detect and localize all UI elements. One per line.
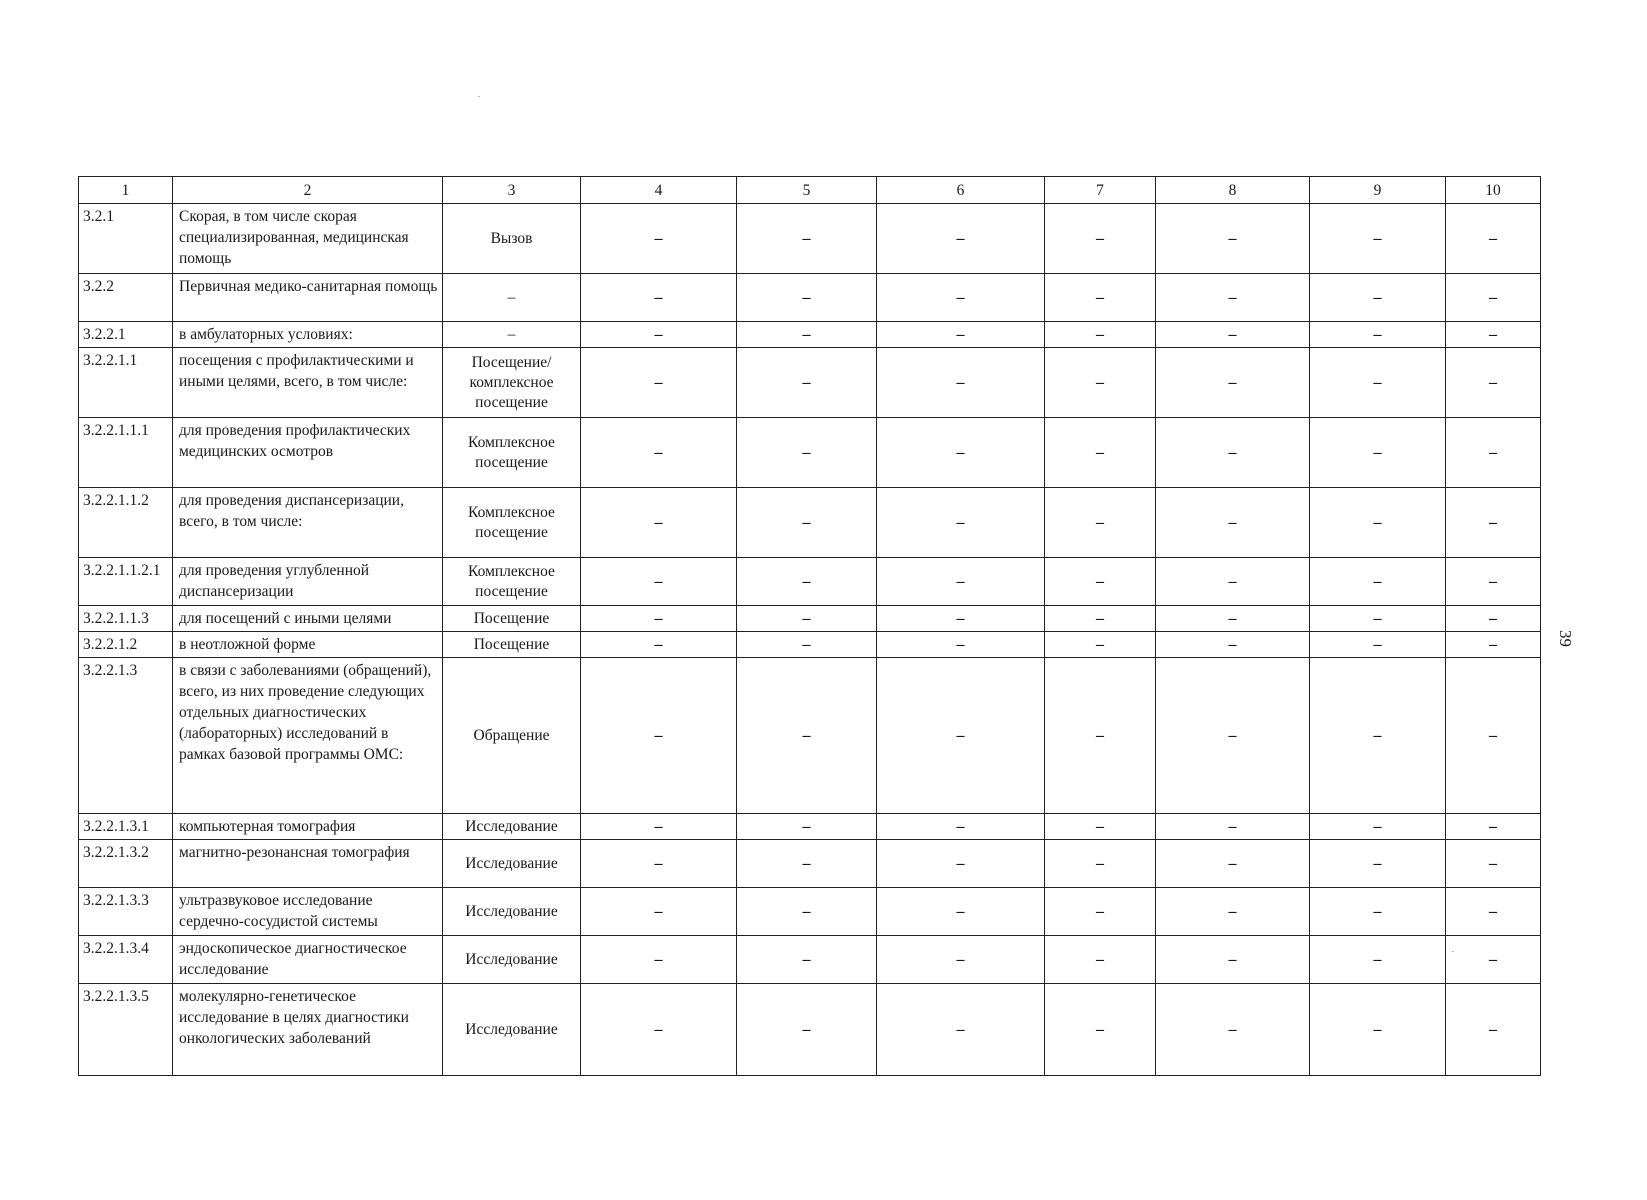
value-cell: – (581, 984, 737, 1076)
column-header: 4 (581, 177, 737, 204)
value-cell: – (877, 840, 1045, 888)
column-header: 9 (1310, 177, 1446, 204)
row-number: 3.2.2.1.1.3 (79, 606, 173, 632)
value-cell: – (1310, 840, 1446, 888)
value-cell: – (1156, 936, 1310, 984)
value-cell: – (1156, 418, 1310, 488)
row-number: 3.2.2.1.1 (79, 348, 173, 418)
row-number: 3.2.2.1.3.1 (79, 814, 173, 840)
row-unit: Комплексное посещение (443, 418, 581, 488)
row-number: 3.2.2.1 (79, 322, 173, 348)
column-header: 7 (1045, 177, 1156, 204)
value-cell: – (1045, 418, 1156, 488)
row-number: 3.2.2.1.3.3 (79, 888, 173, 936)
value-cell: – (737, 606, 877, 632)
value-cell: – (877, 936, 1045, 984)
value-cell: – (1045, 274, 1156, 322)
row-unit: Исследование (443, 814, 581, 840)
row-number: 3.2.2.1.1.1 (79, 418, 173, 488)
row-name: для проведения профилактических медицинских осмотров (173, 418, 443, 488)
row-unit: Посещение/ комплексное посещение (443, 348, 581, 418)
value-cell: – (1045, 814, 1156, 840)
table-row (79, 418, 1541, 488)
table-row (79, 274, 1541, 322)
table-row (79, 658, 1541, 814)
row-unit: Посещение (443, 632, 581, 658)
row-name: для проведения углубленной диспансеризации (173, 558, 443, 606)
value-cell: – (581, 658, 737, 814)
table-row (79, 606, 1541, 632)
column-header: 3 (443, 177, 581, 204)
value-cell: – (1446, 814, 1541, 840)
table-row (79, 888, 1541, 936)
value-cell: – (1310, 984, 1446, 1076)
value-cell: – (1045, 322, 1156, 348)
value-cell: – (1310, 558, 1446, 606)
value-cell: – (1446, 418, 1541, 488)
value-cell: – (1310, 418, 1446, 488)
table-row (79, 322, 1541, 348)
row-unit: Исследование (443, 840, 581, 888)
column-header: 6 (877, 177, 1045, 204)
value-cell: – (737, 274, 877, 322)
table-row (79, 204, 1541, 274)
table-row (79, 814, 1541, 840)
scan-speck (1452, 951, 1454, 952)
row-unit: – (443, 322, 581, 348)
value-cell: – (737, 632, 877, 658)
row-name: для посещений с иными целями (173, 606, 443, 632)
value-cell: – (1045, 348, 1156, 418)
value-cell: – (1156, 888, 1310, 936)
value-cell: – (581, 632, 737, 658)
table-row (79, 984, 1541, 1076)
column-header: 2 (173, 177, 443, 204)
value-cell: – (737, 658, 877, 814)
value-cell: – (1310, 888, 1446, 936)
value-cell: – (737, 888, 877, 936)
value-cell: – (1045, 606, 1156, 632)
value-cell: – (737, 558, 877, 606)
table-row (79, 558, 1541, 606)
value-cell: – (581, 418, 737, 488)
row-unit: Комплексное посещение (443, 558, 581, 606)
value-cell: – (737, 322, 877, 348)
value-cell: – (877, 488, 1045, 558)
value-cell: – (737, 204, 877, 274)
row-unit: Посещение (443, 606, 581, 632)
value-cell: – (1446, 204, 1541, 274)
value-cell: – (1310, 274, 1446, 322)
page-number: 39 (1556, 630, 1575, 647)
value-cell: – (1045, 204, 1156, 274)
value-cell: – (1156, 632, 1310, 658)
value-cell: – (737, 840, 877, 888)
value-cell: – (877, 418, 1045, 488)
table-row (79, 632, 1541, 658)
value-cell: – (1446, 632, 1541, 658)
value-cell: – (581, 322, 737, 348)
value-cell: – (581, 204, 737, 274)
row-unit: Обращение (443, 658, 581, 814)
row-name: молекулярно-генетическое исследование в целях диагностики онкологических заболеваний (173, 984, 443, 1076)
value-cell: – (1310, 606, 1446, 632)
row-name: в связи с заболеваниями (обращений), всего, из них проведение следующих отдельных диагностических (лабораторных) исследований в рамках базовой программы ОМС: (173, 658, 443, 814)
table-row (79, 488, 1541, 558)
row-number: 3.2.2.1.3.2 (79, 840, 173, 888)
column-header: 5 (737, 177, 877, 204)
value-cell: – (1446, 658, 1541, 814)
value-cell: – (1156, 814, 1310, 840)
row-number: 3.2.2.1.2 (79, 632, 173, 658)
row-number: 3.2.2.1.3.5 (79, 984, 173, 1076)
table-row (79, 936, 1541, 984)
value-cell: – (1045, 558, 1156, 606)
row-unit: Исследование (443, 888, 581, 936)
row-number: 3.2.2.1.1.2 (79, 488, 173, 558)
value-cell: – (877, 984, 1045, 1076)
table-row (79, 348, 1541, 418)
value-cell: – (877, 348, 1045, 418)
value-cell: – (1045, 936, 1156, 984)
value-cell: – (1310, 488, 1446, 558)
value-cell: – (1045, 488, 1156, 558)
value-cell: – (1446, 984, 1541, 1076)
value-cell: – (1310, 814, 1446, 840)
value-cell: – (1310, 632, 1446, 658)
value-cell: – (1156, 348, 1310, 418)
row-name: посещения с профилактическими и иными целями, всего, в том числе: (173, 348, 443, 418)
value-cell: – (1045, 658, 1156, 814)
row-name: ультразвуковое исследование сердечно-сосудистой системы (173, 888, 443, 936)
value-cell: – (1045, 888, 1156, 936)
value-cell: – (1446, 558, 1541, 606)
value-cell: – (581, 840, 737, 888)
row-name: в амбулаторных условиях: (173, 322, 443, 348)
row-unit: Вызов (443, 204, 581, 274)
row-name: магнитно-резонансная томография (173, 840, 443, 888)
column-header: 1 (79, 177, 173, 204)
value-cell: – (877, 632, 1045, 658)
value-cell: – (877, 322, 1045, 348)
value-cell: – (581, 814, 737, 840)
value-cell: – (1310, 348, 1446, 418)
value-cell: – (581, 488, 737, 558)
row-unit: Комплексное посещение (443, 488, 581, 558)
value-cell: – (1156, 488, 1310, 558)
value-cell: – (877, 606, 1045, 632)
value-cell: – (581, 936, 737, 984)
row-number: 3.2.2.1.3 (79, 658, 173, 814)
column-header: 10 (1446, 177, 1541, 204)
row-name: компьютерная томография (173, 814, 443, 840)
value-cell: – (1446, 274, 1541, 322)
value-cell: – (1446, 348, 1541, 418)
row-name: эндоскопическое диагностическое исследование (173, 936, 443, 984)
row-number: 3.2.2.1.1.2.1 (79, 558, 173, 606)
row-name: Скорая, в том числе скорая специализированная, медицинская помощь (173, 204, 443, 274)
value-cell: – (737, 348, 877, 418)
value-cell: – (1156, 274, 1310, 322)
row-name: для проведения диспансеризации, всего, в том числе: (173, 488, 443, 558)
value-cell: – (1446, 888, 1541, 936)
value-cell: – (737, 418, 877, 488)
row-name: в неотложной форме (173, 632, 443, 658)
value-cell: – (877, 814, 1045, 840)
row-number: 3.2.2 (79, 274, 173, 322)
value-cell: – (1310, 322, 1446, 348)
value-cell: – (1156, 840, 1310, 888)
value-cell: – (1156, 558, 1310, 606)
value-cell: – (737, 936, 877, 984)
value-cell: – (1156, 204, 1310, 274)
value-cell: – (1156, 606, 1310, 632)
scan-speck (478, 96, 480, 97)
value-cell: – (1156, 984, 1310, 1076)
value-cell: – (1045, 840, 1156, 888)
value-cell: – (1446, 488, 1541, 558)
value-cell: – (877, 558, 1045, 606)
value-cell: – (1446, 606, 1541, 632)
value-cell: – (1156, 322, 1310, 348)
value-cell: – (581, 606, 737, 632)
value-cell: – (1310, 658, 1446, 814)
value-cell: – (1310, 936, 1446, 984)
row-unit: – (443, 274, 581, 322)
value-cell: – (877, 888, 1045, 936)
value-cell: – (877, 658, 1045, 814)
row-unit: Исследование (443, 984, 581, 1076)
value-cell: – (581, 274, 737, 322)
row-number: 3.2.2.1.3.4 (79, 936, 173, 984)
value-cell: – (1446, 840, 1541, 888)
value-cell: – (581, 888, 737, 936)
value-cell: – (877, 204, 1045, 274)
value-cell: – (1045, 632, 1156, 658)
value-cell: – (1446, 936, 1541, 984)
header-row (79, 177, 1541, 204)
table-row (79, 840, 1541, 888)
row-unit: Исследование (443, 936, 581, 984)
column-header: 8 (1156, 177, 1310, 204)
row-number: 3.2.1 (79, 204, 173, 274)
value-cell: – (737, 814, 877, 840)
value-cell: – (1045, 984, 1156, 1076)
row-name: Первичная медико-санитарная помощь (173, 274, 443, 322)
value-cell: – (581, 558, 737, 606)
value-cell: – (1156, 658, 1310, 814)
value-cell: – (737, 984, 877, 1076)
table-body (79, 204, 1541, 1076)
value-cell: – (877, 274, 1045, 322)
value-cell: – (1310, 204, 1446, 274)
value-cell: – (1446, 322, 1541, 348)
value-cell: – (737, 488, 877, 558)
value-cell: – (581, 348, 737, 418)
data-table (78, 176, 1541, 1076)
